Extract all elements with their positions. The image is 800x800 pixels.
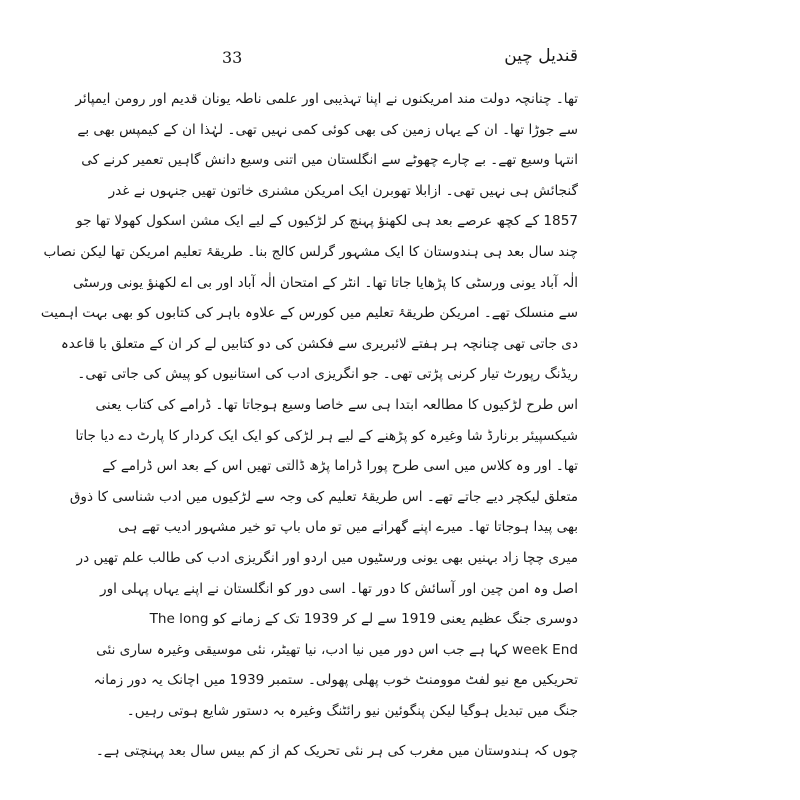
paragraph-gap [222, 726, 578, 736]
text-line: سے جوڑا تھا۔ ان کے یہاں زمین کی بھی کوئی کمی نہیں تھی۔ لہٰذا ان کے کیمپس بھی بے [77, 121, 578, 138]
text-line: تھا۔ چنانچہ دولت مند امریکنوں نے اپنا تہذیبی اور علمی ناطہ یونان قدیم اور رومن ایمپائر [75, 91, 578, 107]
text-line: تحریکیں مع نیو لفٹ موومنٹ خوب پھلی پھولی۔ ستمبر 1939 میں اچانک یہ دور زمانہ [93, 672, 578, 689]
page-header [0, 42, 800, 76]
text-line: اصل وہ امن چین اور آسائش کا دور تھا۔ اسی دور کو انگلستان نے اپنے یہاں پہلی اور [100, 580, 578, 597]
page-number: 33 [222, 48, 243, 67]
text-line: میری چچا زاد بہنیں بھی یونی ورسٹیوں میں اردو اور انگریزی ادب کی طالب علم تھیں در [76, 549, 578, 566]
text-line: جنگ میں تبدیل ہوگیا لیکن پنگوئین نیو رائٹنگ وغیرہ بہ دستور شایع ہوتی رہیں۔ [126, 702, 578, 719]
text-line: متعلق لیکچر دیے جاتے تھے۔ اس طریقۂ تعلیم کی وجہ سے لڑکیوں میں ادب شناسی کا ذوق [69, 488, 578, 505]
text-line: تھا۔ اور وہ کلاس میں اسی طرح پورا ڈراما پڑھ ڈالتی تھیں اس کے بعد اس ڈرامے کے [102, 458, 578, 475]
text-line: انتہا وسیع تھے۔ بے چارے چھوٹے سے انگلستان میں اتنی وسیع دانش گاہیں تعمیر کرنے کی [81, 152, 578, 169]
text-line: دی جاتی تھی چنانچہ ہر ہفتے لائبریری سے فکشن کی دو کتابیں لے کر ان کے متعلق با قاعدہ [60, 335, 578, 352]
text-line: بھی پیدا ہوجاتا تھا۔ میرے اپنے گھرانے میں تو ماں باپ تو خیر مشہور ادیب تھے ہی [118, 519, 578, 536]
text-line: چوں کہ ہندوستان میں مغرب کی ہر نئی تحریک کم از کم بیس سال بعد پہنچتی ہے۔ [95, 743, 578, 760]
text-line: شیکسپیئر برنارڈ شا وغیرہ کو پڑھنے کے لیے ہر لڑکی کو ایک ایک کردار کا پارٹ دے دیا جاتا [75, 427, 578, 444]
text-line: 1857 کے کچھ عرصے بعد ہی لکھنؤ پہنچ کر لڑکیوں کے لیے ایک مشن اسکول کھولا تھا جو [76, 213, 578, 230]
text-line: سے منسلک تھے۔ امریکن طریقۂ تعلیم میں کورس کے علاوہ باہر کی کتابوں کو بھی بہت اہمیت [40, 305, 578, 322]
text-line: ریڈنگ رپورٹ تیار کرنی پڑتی تھی۔ جو انگریزی ادب کی استانیوں کو پیش کی جاتی تھی۔ [77, 366, 578, 383]
body-text [40, 84, 578, 767]
text-line: گنجائش ہی نہیں تھی۔ ازابلا تھوبرن ایک امریکن مشنری خاتون تھیں جنہوں نے غدر [108, 182, 578, 199]
text-line: اس طرح لڑکیوں کا مطالعہ ابتدا ہی سے خاصا وسیع ہوجاتا تھا۔ ڈرامے کی کتاب یعنی [95, 396, 578, 413]
running-title: قندیل چین [504, 46, 578, 66]
text-line: چند سال بعد ہی ہندوستان کا ایک مشہور گرلس کالج بنا۔ طریقۂ تعلیم امریکن تھا لیکن نصاب [43, 243, 578, 260]
text-line: week End کہا ہے جب اس دور میں نیا ادب، نیا تھیٹر، نئی موسیقی وغیرہ ساری نئی [96, 641, 578, 658]
text-line: دوسری جنگ عظیم یعنی 1919 سے لے کر 1939 تک کے زمانے کو The long [149, 611, 578, 628]
text-line: الٰہ آباد یونی ورسٹی کا پڑھایا جاتا تھا۔ انٹر کے امتحان الٰہ آباد اور بی اے لکھنؤ یونی ورسٹی [72, 274, 578, 291]
